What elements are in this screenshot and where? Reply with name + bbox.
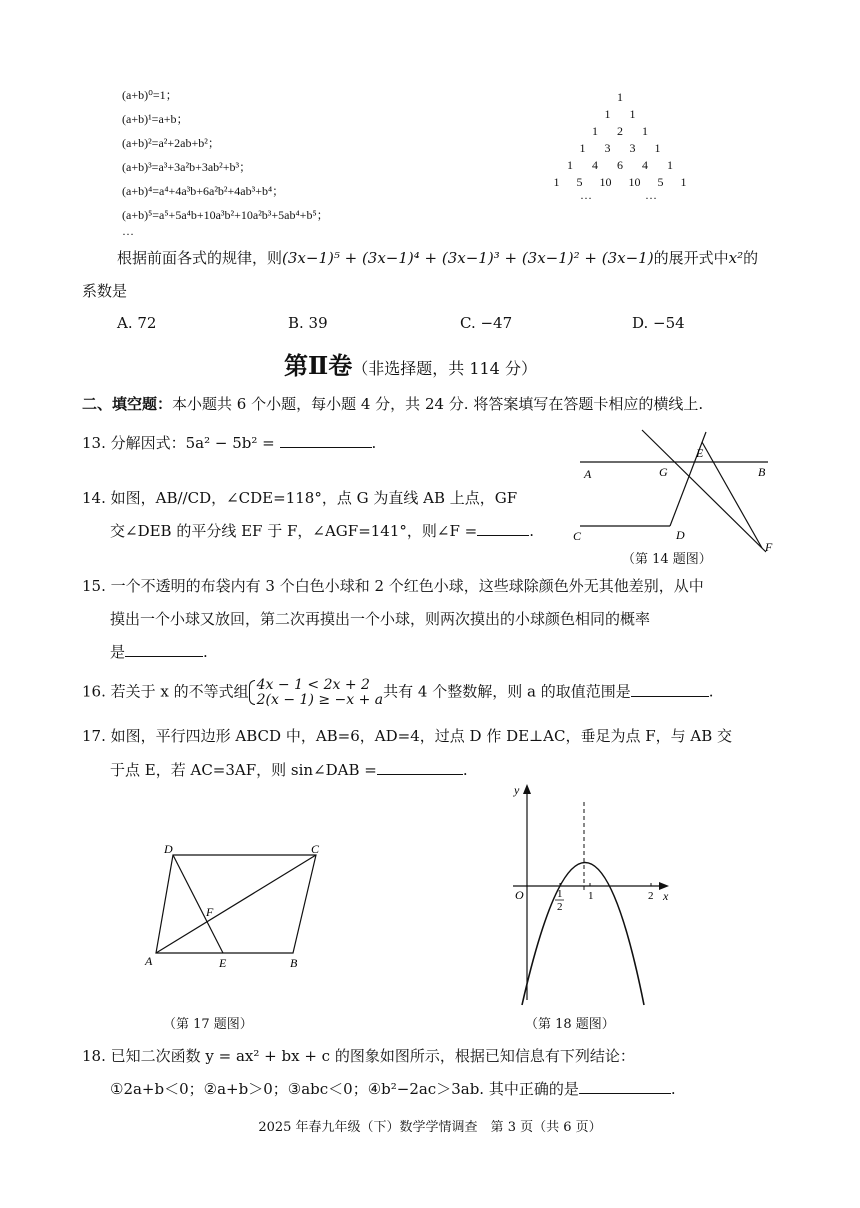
q17-caption: （第 17 题图）: [163, 1017, 253, 1032]
label-y: y: [514, 783, 520, 797]
q15-line2: 摸出一个小球又放回，第二次再摸出一个小球，则两次摸出的小球颜色相同的概率: [110, 610, 651, 628]
q12-option-c: C. −47: [460, 314, 513, 332]
parabola-curve: [522, 863, 644, 1006]
page-footer: 2025 年春九年级（下）数学学情调查 第 3 页（共 6 页）: [258, 1120, 602, 1135]
q14-line1: [82, 489, 517, 508]
q14-figure: [570, 420, 785, 560]
q15-text: 是: [110, 643, 126, 661]
expansion-line: (a+b)⁰=1；: [122, 88, 178, 102]
q16-answer-blank[interactable]: [631, 682, 709, 697]
q16-number: 16.: [82, 682, 106, 701]
q15-end: .: [203, 643, 208, 661]
label-b: B: [758, 465, 766, 479]
q18-text: 已知二次函数 y = ax² + bx + c 的图象如图所示，根据已知信息有下列结论：: [110, 1047, 635, 1065]
q17-answer-blank[interactable]: [377, 760, 463, 775]
q12-option-b: B. 39: [288, 314, 328, 332]
label-b: B: [290, 956, 298, 970]
pascal-row: 1: [617, 90, 623, 104]
expansion-line: (a+b)³=a³+3a²b+3ab²+b³；: [122, 160, 252, 174]
label-d: D: [164, 842, 173, 856]
q18-caption: （第 18 题图）: [525, 1017, 615, 1032]
q18-figure: [505, 780, 685, 1010]
q13: [82, 433, 376, 453]
q18-end: .: [670, 1080, 676, 1098]
section-title: 第Ⅱ卷: [284, 351, 353, 380]
label-one: 1: [588, 890, 594, 902]
section-subtitle: （非选择题，共 114 分）: [352, 359, 537, 378]
label-d: D: [676, 528, 685, 542]
label-c: C: [573, 529, 582, 543]
pascal-ellipsis: …: [580, 188, 592, 202]
q14-text: 交∠DEB 的平分线 EF 于 F，∠AGF=141°，则∠F =: [110, 522, 478, 540]
label-e: E: [219, 956, 227, 970]
q12-stem-text: 根据前面各式的规律，则: [117, 249, 283, 267]
q18-text: ①2a+b＜0；②a+b＞0；③abc＜0；④b²−2ac＞3ab. 其中正确的是: [110, 1080, 579, 1098]
expansion-ellipsis: …: [122, 224, 134, 238]
pascal-row: 1 2 1: [592, 124, 648, 138]
q13-answer-blank[interactable]: [280, 433, 372, 448]
bisector-ef: [702, 442, 762, 548]
q15-line3: [110, 642, 208, 662]
label-x: x: [663, 889, 669, 903]
q17-number: 17.: [82, 727, 106, 745]
q15-text: 一个不透明的布袋内有 3 个白色小球和 2 个红色小球，这些球除颜色外无其他差别，从中: [110, 577, 704, 595]
expansion-line: (a+b)¹=a+b；: [122, 112, 189, 126]
q14-number: 14.: [82, 489, 106, 507]
q12-option-d: D. −54: [632, 314, 685, 332]
q14-text: 如图，AB//CD，∠CDE=118°，点 G 为直线 AB 上点，GF: [110, 489, 518, 507]
q17-text: 于点 E，若 AC=3AF，则 sin∠DAB =: [110, 761, 377, 779]
label-a: A: [584, 467, 592, 481]
q13-end: .: [371, 434, 377, 452]
q16-text: 共有 4 个整数解，则 a 的取值范围是: [383, 682, 631, 701]
label-f: F: [765, 540, 773, 554]
label-half-denominator: 2: [557, 901, 563, 913]
q14-end: .: [529, 522, 534, 540]
q13-text: 分解因式：5a² − 5b² =: [110, 434, 280, 452]
pascal-row: 1 5 10 10 5 1: [553, 175, 687, 189]
part2-instructions: [82, 395, 703, 414]
pascal-row: 1 1: [604, 107, 636, 121]
q12-stem-text: 的: [743, 249, 759, 267]
label-g: G: [659, 465, 668, 479]
q12-stem-line2: 系数是: [82, 282, 128, 300]
label-half-numerator: 1: [557, 888, 563, 900]
q12-stem-text: 的展开式中: [653, 249, 729, 267]
q17-line1: [82, 727, 732, 746]
q16-text: 若关于 x 的不等式组: [110, 682, 249, 701]
section-heading: [284, 346, 537, 381]
line-gf: [642, 430, 766, 552]
q15-number: 15.: [82, 577, 106, 595]
q18-number: 18.: [82, 1047, 106, 1065]
expansion-line: (a+b)²=a²+2ab+b²；: [122, 136, 220, 150]
q12-stem: [117, 249, 758, 268]
q18-answer-blank[interactable]: [579, 1079, 671, 1094]
pascal-row: 1 4 6 4 1: [567, 158, 673, 172]
label-origin: O: [515, 888, 524, 902]
q18-line1: [82, 1047, 635, 1066]
q14-caption: （第 14 题图）: [622, 552, 712, 567]
pascal-ellipsis: …: [645, 188, 657, 202]
q16-end: .: [708, 682, 714, 701]
expansion-line: (a+b)⁴=a⁴+4a³b+6a²b²+4ab³+b⁴；: [122, 184, 285, 198]
q14-line2: [110, 521, 534, 541]
label-two: 2: [648, 890, 654, 902]
q16-inequality-2: 2(x − 1) ≥ −x + a: [256, 691, 384, 708]
q17-figure: [140, 835, 340, 975]
label-f: F: [206, 905, 214, 919]
expansion-line: (a+b)⁵=a⁵+5a⁴b+10a³b²+10a²b³+5ab⁴+b⁵；: [122, 208, 329, 222]
q17-line2: [110, 760, 468, 780]
label-c: C: [311, 842, 320, 856]
q16-inequality-1: 4x − 1 < 2x + 2: [256, 677, 370, 693]
y-axis-arrow: [523, 784, 531, 794]
pascal-row: 1 3 3 1: [579, 141, 661, 155]
q12-expression: (3x−1)⁵ + (3x−1)⁴ + (3x−1)³ + (3x−1)² + (3x−1): [282, 249, 654, 267]
q15-answer-blank[interactable]: [125, 642, 203, 657]
q16: [82, 678, 713, 707]
q16-inequality-system: [249, 678, 384, 707]
q17-text: 如图，平行四边形 ABCD 中，AB=6，AD=4，过点 D 作 DE⊥AC，垂足为点 F，与 AB 交: [110, 727, 733, 745]
q12-option-a: A. 72: [117, 314, 157, 332]
label-a: A: [145, 954, 153, 968]
q18-line2: [110, 1079, 676, 1099]
part2-heading: 二、填空题：: [82, 395, 173, 413]
q14-answer-blank[interactable]: [477, 521, 529, 536]
label-e: E: [696, 446, 704, 460]
q15-line1: [82, 577, 704, 596]
q13-number: 13.: [82, 434, 106, 452]
part2-description: 本小题共 6 个小题，每小题 4 分，共 24 分. 将答案填写在答题卡相应的横线上.: [172, 395, 704, 413]
q12-variable: x²: [728, 249, 744, 267]
q17-end: .: [462, 761, 468, 779]
